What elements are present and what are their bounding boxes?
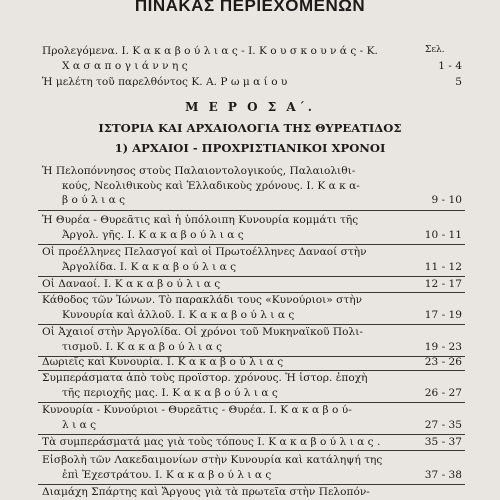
- entry-line: τῆς περιοχῆς μας. Ι. Κ α κ α β ο ύ λ ι α ς: [62, 386, 278, 399]
- entry-line: Δωριεῖς καὶ Κυνουρία. Ι. Κ α κ α β ο ύ λ ι α ς: [42, 356, 284, 368]
- entry-line: Κυνουρία - Κυνούριοι - Θυρεᾶτις - Θυρέα. Ι. Κ α κ α β ο ύ-: [42, 404, 352, 416]
- part-subheading: ΙΣΤΟΡΙΑ ΚΑΙ ΑΡΧΑΙΟΛΟΓΙΑ ΤΗΣ ΘΥΡΕΑΤΙΔΟΣ: [98, 121, 402, 135]
- entry-line: Διαμάχη Σπάρτης καὶ Ἄργους γιὰ τὰ πρωτεῖα στὴν Πελοπόν-: [42, 486, 370, 498]
- entry-line: Οἱ Δαναοί. Ι. Κ α κ α β ο ύ λ ι α ς: [42, 278, 221, 290]
- entry-divider: [38, 450, 465, 451]
- entry-line: Ἀργολίδα. Ι. Κ α κ α β ο ύ λ ι α ς: [62, 260, 237, 273]
- entry-line: Συμπεράσματα ἀπὸ τοὺς προϊστορ. χρόνους. Ἡ ἱστορ. ἐποχὴ: [42, 372, 368, 384]
- entry-pages: 27 - 35: [424, 418, 462, 431]
- entry-pages: 12 - 17: [424, 278, 462, 290]
- entry-pages: 11 - 12: [424, 260, 462, 273]
- toc-entry: [42, 403, 462, 432]
- page-title: ΠΙΝΑΚΑΣ ΠΕΡΙΕΧΟΜΕΝΩΝ: [134, 0, 366, 15]
- entry-line: ἐπὶ Ἐχεστράτου. Ι. Κ α κ α β ο ύ λ ι α ς: [62, 468, 272, 481]
- entry-pages: 1 - 4: [438, 59, 462, 72]
- entry-pages: 37 - 38: [424, 468, 462, 481]
- entry-line: Χ α σ α π ο γ ι ά ν ν η ς: [62, 59, 188, 72]
- entry-divider: [38, 210, 465, 211]
- pages-column-header: Σελ.: [425, 45, 445, 55]
- toc-entry: [42, 164, 462, 208]
- entry-pages: 10 - 11: [424, 228, 462, 241]
- toc-entry: [42, 277, 462, 292]
- entry-pages: 19 - 23: [424, 340, 462, 353]
- entry-line: Ἀργολ. γῆς. Ι. Κ α κ α β ο ύ λ ι α ς: [62, 228, 244, 241]
- toc-entry: [42, 485, 462, 500]
- entry-pages: 23 - 26: [424, 356, 462, 368]
- entry-line: Προλεγόμενα. Ι. Κ α κ α β ο ύ λ ι α ς - Ι. Κ ο υ σ κ ο υ ν ά ς - Κ.: [42, 45, 378, 57]
- entry-line: κούς, Νεολιθικοὺς καὶ Ἑλλαδικοὺς χρόνους. Ι. Κ α κ α-: [62, 179, 360, 192]
- entry-line: τισμοῦ. Ι. Κ α κ α β ο ύ λ ι α ς: [62, 340, 223, 353]
- toc-entry: [42, 453, 462, 482]
- entry-line: Ἡ Πελοπόννησος στοὺς Παλαιοντολογικούς, Παλαιολιθι-: [42, 165, 356, 177]
- toc-entry: [42, 325, 462, 354]
- entry-line: Ἡ Θυρέα - Θυρεᾶτις καὶ ἡ ὑπόλοιπη Κυνουρία κομμάτι τῆς: [42, 214, 359, 226]
- toc-entry-study: [42, 75, 462, 90]
- toc-entry: [42, 213, 462, 242]
- entry-line: Εἰσβολὴ τῶν Λακεδαιμονίων στὴν Κυνουρία καὶ κατάληψή της: [42, 454, 383, 466]
- toc-entry: [42, 293, 462, 322]
- entry-line: Τὰ συμπεράσματά μας γιὰ τοὺς τόπους Ι. Κ α κ α β ο ύ λ ι α ς .: [42, 436, 381, 448]
- entry-line: Ἡ μελέτη τοῦ παρελθόντος Κ. Α. Ρ ω μ α ί ο υ: [42, 76, 288, 88]
- entry-pages: 35 - 37: [424, 436, 462, 448]
- entry-line: Κυνουρία καὶ ἀλλοῦ. Ι. Κ α κ α β ο ύ λ ι α ς: [62, 308, 295, 321]
- section-heading: 1) ΑΡΧΑΙΟΙ - ΠΡΟΧΡΙΣΤΙΑΝΙΚΟΙ ΧΡΟΝΟΙ: [114, 141, 386, 155]
- toc-entry: [42, 435, 462, 450]
- entry-pages: 5: [455, 76, 462, 88]
- part-heading: Μ Ε Ρ Ο Σ Α΄.: [185, 100, 315, 114]
- toc-entry: [42, 371, 462, 400]
- toc-entry-prolegomena: [42, 44, 462, 73]
- entry-line: Οἱ προέλληνες Πελασγοί καὶ οἱ Πρωτοέλληνες Δαναοί στὴν: [42, 246, 367, 258]
- toc-entry: [42, 355, 462, 370]
- entry-line: λ ι α ς: [62, 418, 97, 431]
- entry-line: Οἱ Ἀχαιοί στὴν Ἀργολίδα. Οἱ χρόνοι τοῦ Μυκηναϊκοῦ Πολι-: [42, 326, 363, 338]
- entry-pages: 26 - 27: [424, 386, 462, 399]
- entry-line: Κάθοδος τῶν Ἰώνων. Τὸ παρακλάδι τους «Κυνούριοι» στὴν: [42, 294, 363, 306]
- entry-line: β ο ύ λ ι α ς: [62, 194, 126, 206]
- toc-entry: [42, 245, 462, 274]
- entry-pages: 17 - 19: [424, 308, 462, 321]
- entry-pages: 9 - 10: [431, 194, 462, 206]
